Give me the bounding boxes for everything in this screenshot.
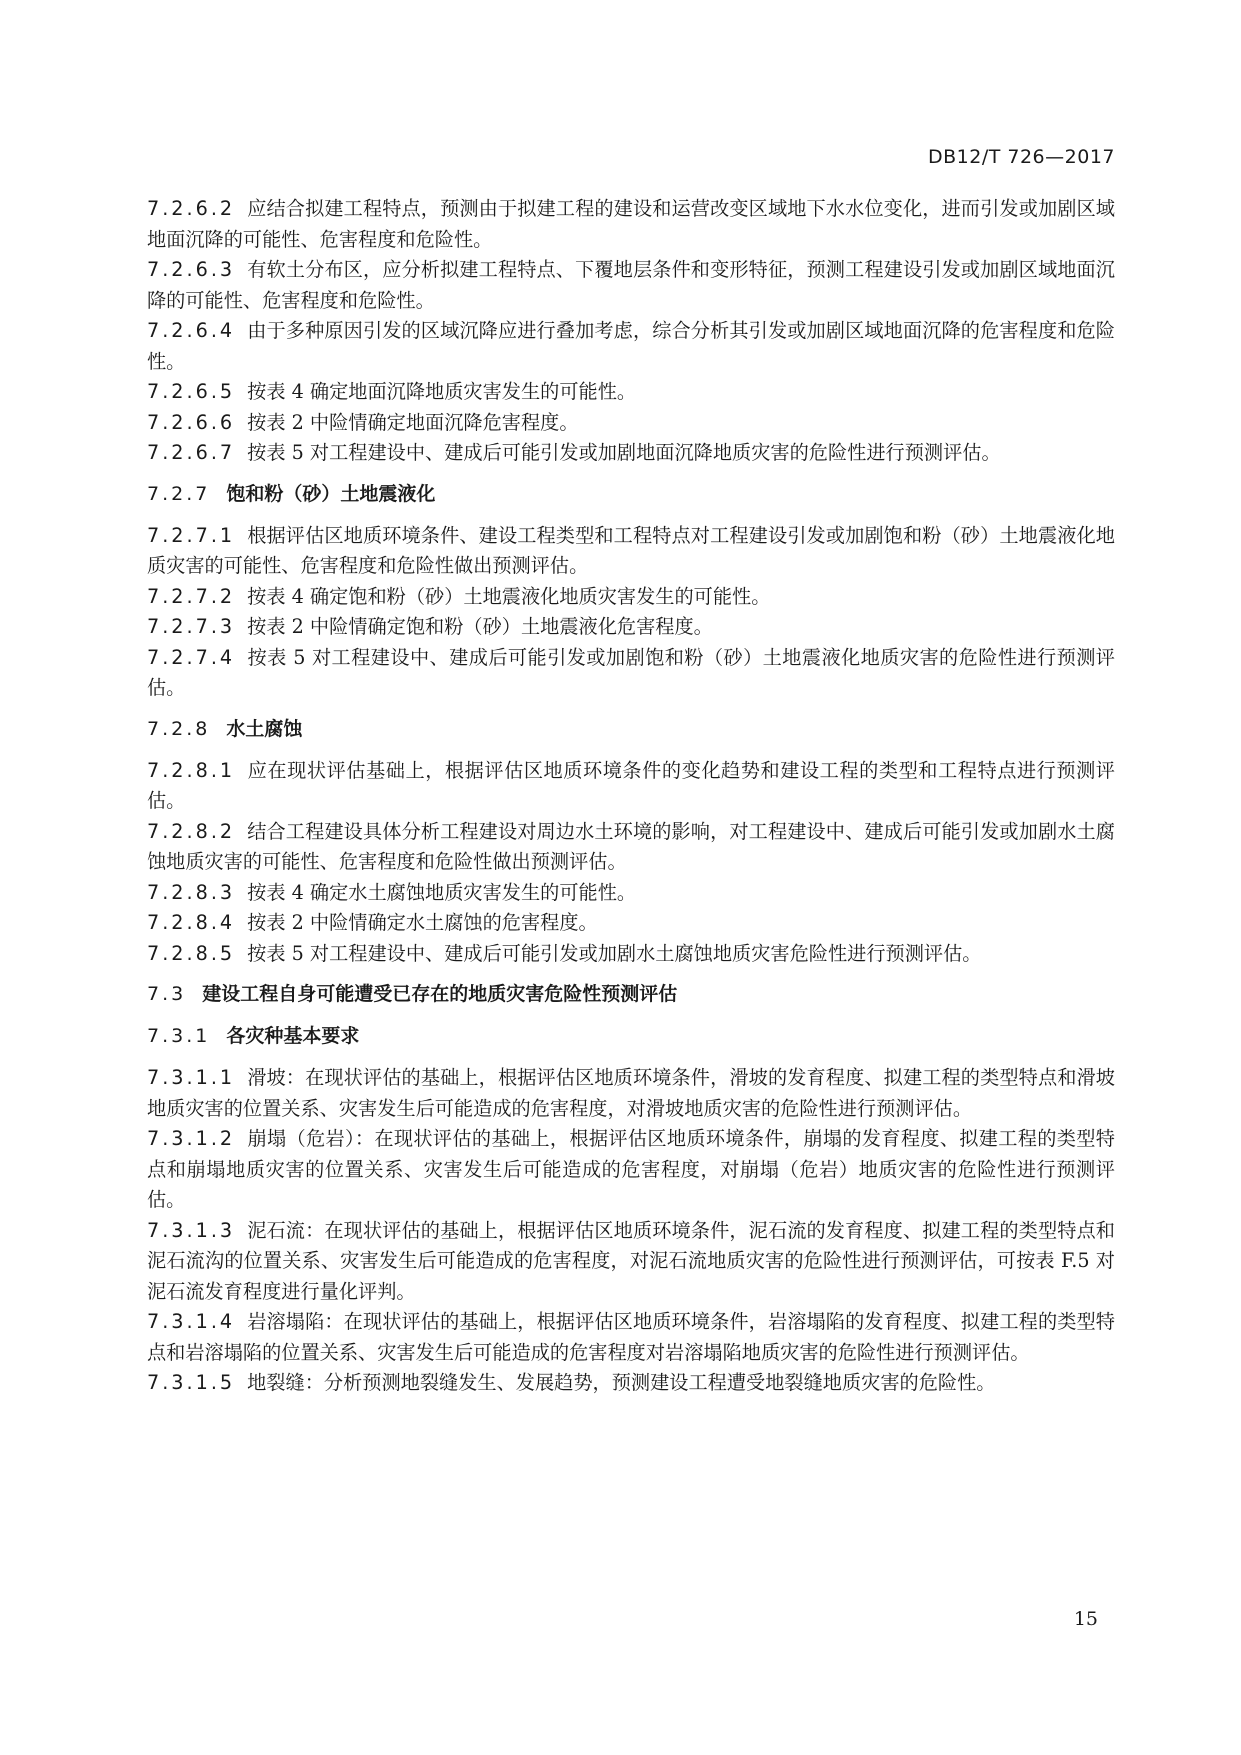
clause-text: 应在现状评估基础上，根据评估区地质环境条件的变化趋势和建设工程的类型和工程特点进行预测评估。 [147, 758, 1115, 812]
clause-text: 按表 2 中险情确定饱和粉（砂）土地震液化危害程度。 [247, 615, 713, 638]
clause-number: 7.2.8.4 [147, 911, 236, 934]
section-heading-7-3-1 [147, 1021, 1115, 1051]
clause-text: 按表 4 确定地面沉降地质灾害发生的可能性。 [247, 380, 637, 403]
page-number: 15 [1073, 1608, 1098, 1630]
clause-number: 7.3.1.5 [147, 1371, 236, 1394]
clause-text: 根据评估区地质环境条件、建设工程类型和工程特点对工程建设引发或加剧饱和粉（砂）土地震液化地质灾害的可能性、危害程度和危险性做出预测评估。 [147, 523, 1115, 577]
clause-7-2-7-1 [147, 521, 1115, 582]
section-title: 水土腐蚀 [226, 717, 303, 740]
section-number: 7.3 [147, 983, 187, 1005]
clause-number: 7.2.7.2 [147, 584, 236, 608]
section-heading-7-2-8 [147, 714, 1115, 744]
clause-text: 按表 4 确定饱和粉（砂）土地震液化地质灾害发生的可能性。 [247, 584, 771, 608]
clause-7-2-8-1 [147, 756, 1115, 817]
document-code: DB12/T 726—2017 [927, 146, 1115, 168]
clause-7-3-1-2 [147, 1124, 1115, 1216]
clause-number: 7.2.6.2 [147, 197, 236, 220]
clause-7-2-6-6 [147, 408, 1115, 439]
section-number: 7.2.7 [147, 482, 211, 505]
clause-7-3-1-3 [147, 1216, 1115, 1308]
clause-number: 7.2.6.5 [147, 380, 236, 403]
clause-text: 结合工程建设具体分析工程建设对周边水土环境的影响，对工程建设中、建成后可能引发或加剧水土腐蚀地质灾害的可能性、危害程度和危险性做出预测评估。 [147, 819, 1115, 873]
clause-7-2-6-2 [147, 194, 1115, 255]
clause-7-2-8-3 [147, 878, 1115, 909]
clause-number: 7.3.1.2 [147, 1127, 236, 1150]
section-title: 建设工程自身可能遭受已存在的地质灾害危险性预测评估 [202, 983, 678, 1005]
clause-number: 7.2.7.3 [147, 615, 236, 638]
clause-text: 崩塌（危岩）：在现状评估的基础上，根据评估区地质环境条件，崩塌的发育程度、拟建工程的类型特点和崩塌地质灾害的位置关系、灾害发生后可能造成的危害程度，对崩塌（危岩）地质灾害的危险性进行预测评估。 [147, 1127, 1115, 1211]
clause-number: 7.2.6.3 [147, 258, 236, 281]
section-number: 7.3.1 [147, 1025, 211, 1047]
clause-7-3-1-4 [147, 1307, 1115, 1368]
clause-7-3-1-5 [147, 1368, 1115, 1399]
clause-number: 7.2.6.6 [147, 410, 236, 434]
clause-number: 7.3.1.3 [147, 1218, 236, 1242]
clause-7-2-7-2 [147, 582, 1115, 613]
clause-text: 有软土分布区，应分析拟建工程特点、下覆地层条件和变形特征，预测工程建设引发或加剧区域地面沉降的可能性、危害程度和危险性。 [147, 258, 1115, 312]
clause-number: 7.2.6.4 [147, 319, 236, 342]
clause-7-2-7-4 [147, 643, 1115, 704]
clause-7-2-6-4 [147, 316, 1115, 377]
section-number: 7.2.8 [147, 717, 211, 740]
section-title: 各灾种基本要求 [226, 1025, 360, 1047]
section-heading-7-3 [147, 979, 1115, 1009]
clause-text: 按表 4 确定水土腐蚀地质灾害发生的可能性。 [247, 880, 637, 904]
clause-number: 7.2.8.3 [147, 880, 236, 904]
clause-7-2-6-7 [147, 438, 1115, 469]
clause-text: 按表 2 中险情确定水土腐蚀的危害程度。 [247, 911, 598, 934]
clause-7-3-1-1 [147, 1063, 1115, 1124]
clause-text: 按表 5 对工程建设中、建成后可能引发或加剧饱和粉（砂）土地震液化地质灾害的危险性进行预测评估。 [147, 645, 1115, 699]
section-title: 饱和粉（砂）土地震液化 [226, 482, 436, 505]
clause-text: 滑坡：在现状评估的基础上，根据评估区地质环境条件，滑坡的发育程度、拟建工程的类型特点和滑坡地质灾害的位置关系、灾害发生后可能造成的危害程度，对滑坡地质灾害的危险性进行预测评估。 [147, 1066, 1115, 1120]
clause-number: 7.2.8.1 [147, 758, 236, 782]
clause-number: 7.2.7.4 [147, 645, 236, 669]
clause-number: 7.2.6.7 [147, 441, 236, 464]
clause-number: 7.3.1.4 [147, 1310, 236, 1333]
clause-7-2-8-5 [147, 939, 1115, 970]
clause-text: 按表 2 中险情确定地面沉降危害程度。 [247, 410, 579, 434]
document-body [147, 194, 1115, 1399]
clause-number: 7.2.7.1 [147, 523, 236, 547]
clause-text: 按表 5 对工程建设中、建成后可能引发或加剧水土腐蚀地质灾害危险性进行预测评估。 [247, 941, 982, 965]
clause-7-2-8-2 [147, 817, 1115, 878]
clause-text: 地裂缝：分析预测地裂缝发生、发展趋势，预测建设工程遭受地裂缝地质灾害的危险性。 [247, 1371, 996, 1394]
section-heading-7-2-7 [147, 479, 1115, 509]
clause-text: 应结合拟建工程特点，预测由于拟建工程的建设和运营改变区域地下水水位变化，进而引发或加剧区域地面沉降的可能性、危害程度和危险性。 [147, 197, 1115, 251]
clause-text: 由于多种原因引发的区域沉降应进行叠加考虑，综合分析其引发或加剧区域地面沉降的危害程度和危险性。 [147, 319, 1115, 373]
clause-7-2-6-5 [147, 377, 1115, 408]
clause-7-2-8-4 [147, 908, 1115, 939]
clause-text: 岩溶塌陷：在现状评估的基础上，根据评估区地质环境条件，岩溶塌陷的发育程度、拟建工程的类型特点和岩溶塌陷的位置关系、灾害发生后可能造成的危害程度对岩溶塌陷地质灾害的危险性进行预测评估。 [147, 1310, 1115, 1364]
clause-text: 按表 5 对工程建设中、建成后可能引发或加剧地面沉降地质灾害的危险性进行预测评估。 [247, 441, 1001, 464]
clause-number: 7.3.1.1 [147, 1066, 236, 1089]
clause-number: 7.2.8.5 [147, 941, 236, 965]
clause-7-2-7-3 [147, 612, 1115, 643]
clause-7-2-6-3 [147, 255, 1115, 316]
clause-text: 泥石流：在现状评估的基础上，根据评估区地质环境条件，泥石流的发育程度、拟建工程的类型特点和泥石流沟的位置关系、灾害发生后可能造成的危害程度，对泥石流地质灾害的危险性进行预测评估，可按表 F.5 对泥石流发育程度进行量化评判。 [147, 1218, 1115, 1303]
clause-number: 7.2.8.2 [147, 819, 236, 843]
